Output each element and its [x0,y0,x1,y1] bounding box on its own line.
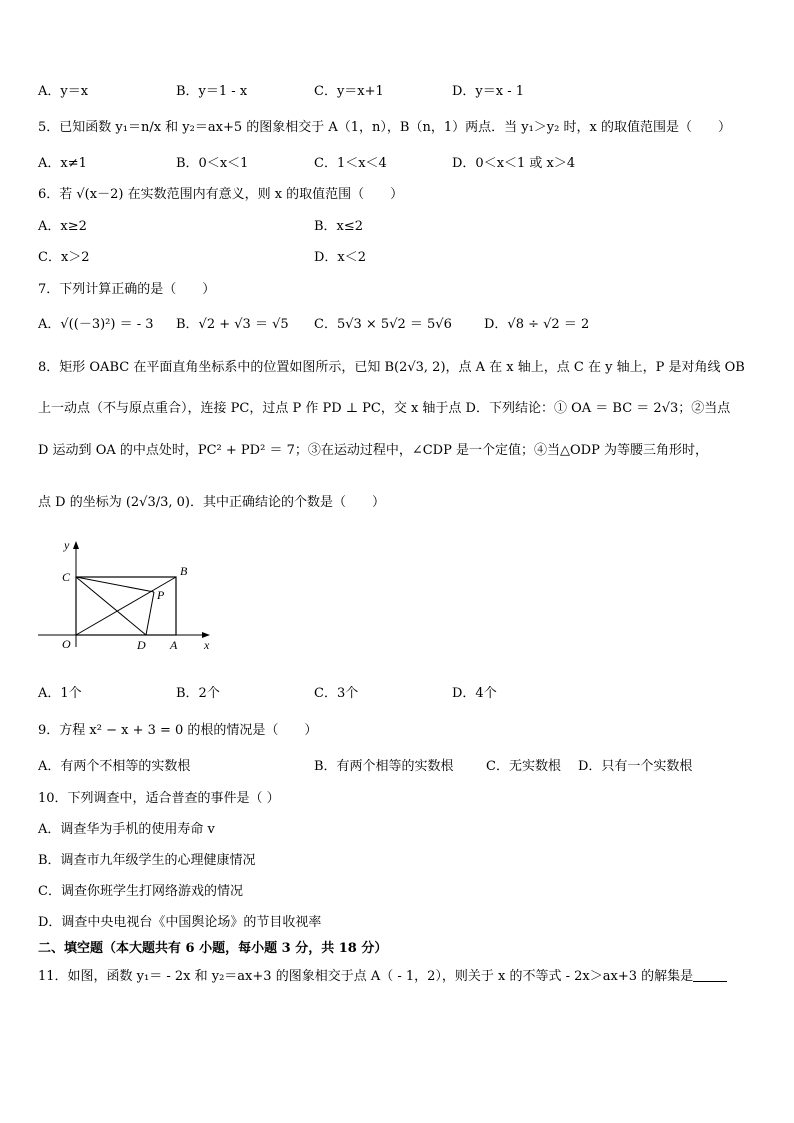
diagonal-ob [76,577,176,635]
q10-option-a: A．调查华为手机的使用寿命 v [38,822,215,837]
q5-stem: 5．已知函数 y₁＝n/x 和 y₂＝ax+5 的图象相交于 A（1，n），B（n，1）两点．当 y₁＞y₂ 时，x 的取值范围是（ ） [38,120,731,135]
label-o: O [62,637,71,651]
q8-option-d: D．4个 [452,686,497,701]
label-x: x [204,638,210,652]
q8-rectangle-figure [34,535,214,655]
segment-pd [146,592,154,635]
q4-option-d: D．y＝x - 1 [452,84,525,99]
label-a: A [170,638,178,652]
q11-stem: 11．如图，函数 y₁＝ - 2x 和 y₂＝ax+3 的图象相交于点 A（ - 1，2），则关于 x 的不等式 - 2x＞ax+3 的解集是 [38,969,694,984]
label-p: P [157,588,165,602]
q7-option-d: D．√8 ÷ √2 ＝ 2 [484,317,590,332]
y-axis-arrow [73,541,79,549]
q8-option-a: A．1个 [38,686,82,701]
q9-option-a: A．有两个不相等的实数根 [38,759,191,774]
q6-option-c: C．x＞2 [38,250,90,265]
q8-line-4: 点 D 的坐标为 (2√3/3, 0)．其中正确结论的个数是（ ） [38,495,385,510]
q9-option-b: B．有两个相等的实数根 [314,759,454,774]
q11-text [38,968,727,986]
q9-option-c: C．无实数根 [486,759,561,774]
q5-option-b: B．0＜x＜1 [176,156,249,171]
q7-option-b: B．√2 + √3 ＝ √5 [176,317,289,332]
q7-stem: 7．下列计算正确的是（ ） [38,282,216,297]
q11-answer-blank [693,969,727,982]
label-y: y [64,538,70,552]
q4-option-c: C．y＝x+1 [314,84,384,99]
q6-option-b: B．x≤2 [314,219,364,234]
q7-option-c: C．5√3 × 5√2 ＝ 5√6 [314,317,452,332]
q6-option-a: A．x≥2 [38,219,87,234]
segment-cp [76,577,154,592]
q6-stem: 6．若 √(x－2) 在实数范围内有意义，则 x 的取值范围（ ） [38,187,404,202]
q10-option-b: B．调查市九年级学生的心理健康情况 [38,853,256,868]
q5-option-a: A．x≠1 [38,156,87,171]
q8-line-3: D 运动到 OA 的中点处时，PC² + PD² ＝ 7；③在运动过程中，∠CDP 是一个定值；④当△ODP 为等腰三角形时， [38,443,708,458]
q10-stem: 10．下列调查中，适合普查的事件是（ ） [38,791,280,806]
q9-option-d: D．只有一个实数根 [578,759,693,774]
q4-option-a: A．y＝x [38,84,89,99]
q4-option-b: B．y＝1 - x [176,84,248,99]
q10-option-d: D．调查中央电视台《中国舆论场》的节目收视率 [38,915,322,930]
q5-option-d: D．0＜x＜1 或 x＞4 [452,156,576,171]
q8-option-c: C．3个 [314,686,359,701]
q9-stem: 9．方程 x² − x + 3 = 0 的根的情况是（ ） [38,723,318,738]
label-d: D [137,638,146,652]
label-b: B [180,564,188,578]
segment-cd [76,577,146,635]
q5-option-c: C．1＜x＜4 [314,156,387,171]
q10-option-c: C．调查你班学生打网络游戏的情况 [38,884,243,899]
q8-line-2: 上一动点（不与原点重合），连接 PC，过点 P 作 PD ⊥ PC，交 x 轴于点 D．下列结论：① OA ＝ BC ＝ 2√3；②当点 [38,401,731,416]
q6-option-d: D．x＜2 [314,250,367,265]
section-2-heading: 二、填空题（本大题共有 6 小题，每小题 3 分，共 18 分） [38,941,388,956]
q7-option-a: A．√((－3)²) ＝ - 3 [38,317,154,332]
q8-line-1: 8．矩形 OABC 在平面直角坐标系中的位置如图所示，已知 B(2√3, 2)，点 A 在 x 轴上，点 C 在 y 轴上，P 是对角线 OB [38,360,745,375]
label-c: C [62,570,71,584]
q8-option-b: B．2个 [176,686,220,701]
